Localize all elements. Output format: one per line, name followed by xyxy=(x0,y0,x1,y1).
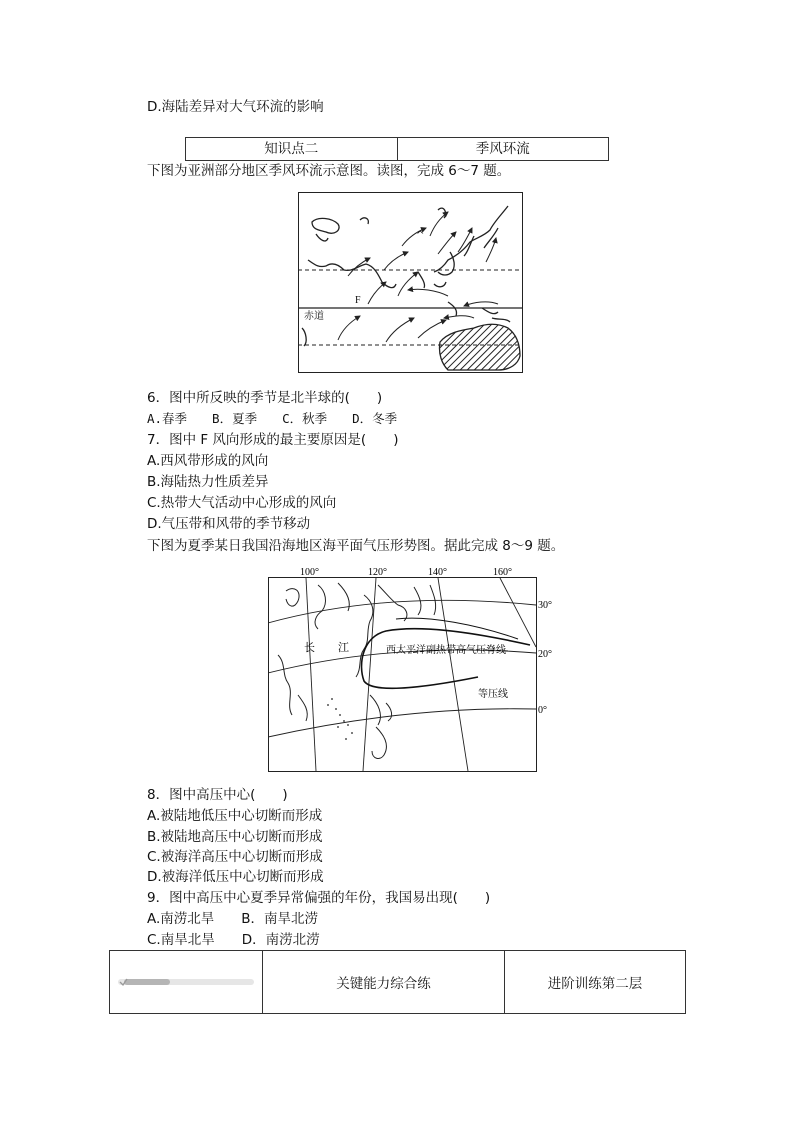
q8-option-b: B.被陆地高压中心切断而形成 xyxy=(147,829,323,845)
lon-label-100: 100° xyxy=(300,567,319,578)
q8-option-d: D.被海洋低压中心切断而形成 xyxy=(147,869,324,885)
lat-label-0: 0° xyxy=(538,705,547,716)
q9-options-ab: A.南涝北旱 B．南旱北涝 xyxy=(147,911,319,927)
footer-right-label: 进阶训练第二层 xyxy=(547,976,643,992)
lon-label-160: 160° xyxy=(493,567,512,578)
lon-label-120: 120° xyxy=(368,567,387,578)
q6-stem: 6．图中所反映的季节是北半球的( ) xyxy=(147,390,383,406)
footer-logo-cell xyxy=(110,951,262,1013)
footer-right xyxy=(504,951,685,1013)
section-header xyxy=(185,137,609,161)
footer-banner xyxy=(109,950,686,1014)
q7-stem: 7．图中 F 风向形成的最主要原因是( ) xyxy=(147,432,399,448)
section-header-left: 知识点二 xyxy=(186,138,398,160)
q8-option-a: A.被陆地低压中心切断而形成 xyxy=(147,808,323,824)
q6-options: A.春季 B．夏季 C．秋季 D．冬季 xyxy=(147,411,398,426)
label-equator: 赤道 xyxy=(304,311,324,322)
q7-option-b: B.海陆热力性质差异 xyxy=(147,474,269,490)
q9-stem: 9．图中高压中心夏季异常偏强的年份，我国易出现( ) xyxy=(147,890,491,906)
q9-options-cd: C.南旱北旱 D．南涝北涝 xyxy=(147,932,320,948)
option-d-top: D.海陆差异对大气环流的影响 xyxy=(147,99,324,115)
q7-option-c: C.热带大气活动中心形成的风向 xyxy=(147,495,337,511)
label-high-ridge: 西太平洋副热带高气压脊线 xyxy=(386,645,506,656)
footer-middle xyxy=(262,951,504,1013)
label-chang: 长 xyxy=(304,641,315,654)
label-isobar: 等压线 xyxy=(478,689,508,700)
progress-bar-graphic xyxy=(116,976,256,988)
lat-label-20: 20° xyxy=(538,649,552,660)
label-f: F xyxy=(355,295,361,306)
section-header-right: 季风环流 xyxy=(475,141,530,157)
lat-label-30: 30° xyxy=(538,600,552,611)
label-jiang: 江 xyxy=(338,641,349,654)
monsoon-map xyxy=(298,192,523,373)
pressure-map xyxy=(268,565,558,775)
q7-option-a: A.西风带形成的风向 xyxy=(147,453,269,469)
footer-middle-label: 关键能力综合练 xyxy=(336,976,431,992)
intro-map1: 下图为亚洲部分地区季风环流示意图。读图，完成 6～7 题。 xyxy=(147,163,511,179)
intro-map2: 下图为夏季某日我国沿海地区海平面气压形势图。据此完成 8～9 题。 xyxy=(147,538,565,554)
q7-option-d: D.气压带和风带的季节移动 xyxy=(147,516,311,532)
label-caret: ^ xyxy=(416,230,425,241)
q8-option-c: C.被海洋高压中心切断而形成 xyxy=(147,849,323,865)
lon-label-140: 140° xyxy=(428,567,447,578)
q8-stem: 8．图中高压中心( ) xyxy=(147,787,288,803)
